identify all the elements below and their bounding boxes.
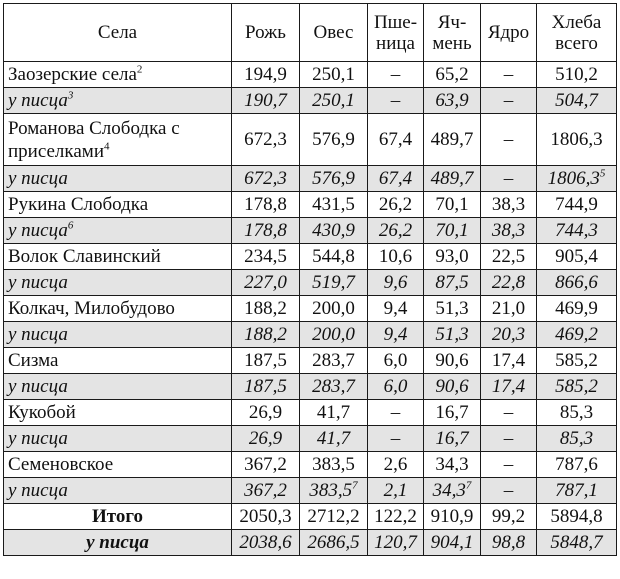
cell-value: 34,3: [435, 454, 469, 475]
cell-oats: [300, 400, 368, 426]
cell-oats: [300, 504, 368, 530]
cell-oats: [300, 296, 368, 322]
cell-barley: [424, 400, 481, 426]
cell-oats: [300, 374, 368, 400]
cell-groats: [481, 426, 537, 452]
cell-rye: [232, 374, 300, 400]
cell-value: 93,0: [435, 246, 469, 267]
cell-total: [537, 504, 617, 530]
cell-value: 367,2: [244, 480, 287, 501]
cell-value: –: [503, 480, 514, 501]
cell-value: 2686,5: [307, 532, 360, 553]
cell-value: 431,5: [312, 194, 355, 215]
village-name-text: Рукина Слободка: [8, 194, 149, 215]
cell-value: 367,2: [244, 454, 287, 475]
cell-value: 283,7: [312, 376, 355, 397]
cell-value: 544,8: [312, 246, 355, 267]
header-village: Села: [4, 4, 232, 62]
cell-value: 70,1: [435, 220, 469, 241]
village-name: [4, 400, 232, 426]
cell-total: [537, 192, 617, 218]
cell-value: 98,8: [491, 532, 526, 553]
cell-oats: [300, 62, 368, 88]
footnote-mark: 4: [103, 140, 110, 153]
cell-barley: [424, 426, 481, 452]
cell-oats: [300, 452, 368, 478]
cell-wheat: [368, 296, 424, 322]
village-name: [4, 270, 232, 296]
footnote-mark: 7: [352, 479, 358, 492]
cell-value: 16,7: [435, 428, 469, 449]
cell-barley: [424, 166, 481, 192]
cell-value: 17,4: [491, 376, 526, 397]
cell-total: [537, 62, 617, 88]
cell-wheat: [368, 348, 424, 374]
cell-barley: [424, 270, 481, 296]
village-name-text: у писца: [86, 532, 149, 553]
footnote-mark: 5: [599, 167, 606, 180]
village-name-text: Колкач, Милобудово: [8, 298, 175, 319]
cell-rye: [232, 114, 300, 166]
table-row-scribe: [4, 88, 617, 114]
cell-value: 99,2: [491, 506, 526, 527]
village-name-text: у писца: [8, 324, 68, 345]
cell-value: 87,5: [435, 272, 469, 293]
cell-value: 383,5: [309, 480, 353, 501]
cell-value: 585,2: [555, 350, 598, 371]
table-row-scribe: [4, 270, 617, 296]
cell-barley: [424, 192, 481, 218]
village-name: [4, 504, 232, 530]
cell-wheat: [368, 374, 424, 400]
cell-value: 585,2: [555, 376, 598, 397]
cell-rye: [232, 166, 300, 192]
cell-value: 67,4: [378, 168, 413, 189]
village-name: [4, 452, 232, 478]
cell-value: 519,7: [312, 272, 355, 293]
cell-value: 200,0: [312, 298, 355, 319]
village-name: [4, 192, 232, 218]
cell-wheat: [368, 426, 424, 452]
cell-value: 22,5: [491, 246, 526, 267]
village-name: [4, 62, 232, 88]
cell-value: 67,4: [378, 129, 413, 150]
table-row: [4, 114, 617, 166]
cell-oats: [300, 114, 368, 166]
cell-value: 234,5: [244, 246, 287, 267]
cell-value: 194,9: [244, 64, 287, 85]
cell-value: 510,2: [555, 64, 598, 85]
cell-groats: [481, 322, 537, 348]
header-row: [4, 4, 617, 62]
cell-value: 26,2: [378, 220, 413, 241]
cell-rye: [232, 88, 300, 114]
cell-value: 63,9: [435, 90, 469, 111]
village-name: [4, 166, 232, 192]
cell-total: [537, 166, 617, 192]
cell-total: [537, 322, 617, 348]
cell-value: 65,2: [435, 64, 469, 85]
cell-wheat: [368, 478, 424, 504]
cell-value: 227,0: [244, 272, 287, 293]
cell-groats: [481, 114, 537, 166]
footnote-mark: 7: [465, 479, 472, 492]
header-total: Хлеба всего: [537, 4, 617, 62]
cell-oats: [300, 218, 368, 244]
cell-total: [537, 114, 617, 166]
cell-value: 85,3: [559, 402, 594, 423]
cell-value: 504,7: [555, 90, 598, 111]
cell-rye: [232, 426, 300, 452]
cell-value: 90,6: [435, 376, 469, 397]
cell-barley: [424, 322, 481, 348]
table-row-scribe: [4, 322, 617, 348]
cell-barley: [424, 62, 481, 88]
cell-wheat: [368, 530, 424, 556]
table-row: [4, 452, 617, 478]
village-name-text: у писца: [8, 220, 68, 241]
cell-value: 120,7: [374, 532, 417, 553]
cell-wheat: [368, 114, 424, 166]
cell-oats: [300, 348, 368, 374]
header-oats: Овес: [300, 4, 368, 62]
cell-wheat: [368, 270, 424, 296]
cell-value: 85,3: [559, 428, 594, 449]
cell-barley: [424, 218, 481, 244]
cell-value: 51,3: [435, 298, 469, 319]
cell-oats: [300, 322, 368, 348]
village-name: [4, 374, 232, 400]
cell-value: 744,9: [555, 194, 598, 215]
cell-value: 38,3: [491, 194, 526, 215]
cell-value: 576,9: [312, 168, 355, 189]
cell-rye: [232, 400, 300, 426]
cell-value: 2712,2: [307, 506, 360, 527]
village-name: [4, 114, 232, 166]
cell-value: –: [390, 64, 401, 85]
village-name-text: у писца: [8, 272, 68, 293]
cell-value: 2050,3: [239, 506, 292, 527]
cell-groats: [481, 244, 537, 270]
cell-value: 187,5: [244, 376, 287, 397]
cell-wheat: [368, 400, 424, 426]
table-row: [4, 62, 617, 88]
cell-oats: [300, 244, 368, 270]
cell-wheat: [368, 504, 424, 530]
cell-value: –: [503, 402, 514, 423]
cell-groats: [481, 88, 537, 114]
cell-total: [537, 348, 617, 374]
village-name-text: у писца: [8, 90, 68, 111]
cell-groats: [481, 452, 537, 478]
cell-rye: [232, 296, 300, 322]
cell-value: –: [503, 129, 514, 150]
cell-value: 187,5: [244, 350, 287, 371]
village-name: [4, 322, 232, 348]
cell-rye: [232, 478, 300, 504]
cell-oats: [300, 478, 368, 504]
cell-value: 9,4: [383, 324, 408, 345]
cell-value: 90,6: [435, 350, 469, 371]
cell-value: 576,9: [312, 129, 355, 150]
grain-table: [3, 3, 617, 556]
village-name: [4, 478, 232, 504]
cell-value: 178,8: [244, 220, 287, 241]
cell-value: 9,6: [383, 272, 408, 293]
cell-oats: [300, 192, 368, 218]
table-row-scribe: [4, 478, 617, 504]
cell-groats: [481, 192, 537, 218]
cell-value: 34,3: [432, 480, 466, 501]
cell-value: 469,2: [555, 324, 598, 345]
cell-value: 122,2: [374, 506, 417, 527]
cell-wheat: [368, 88, 424, 114]
cell-barley: [424, 114, 481, 166]
cell-rye: [232, 348, 300, 374]
cell-value: 26,9: [248, 428, 283, 449]
cell-groats: [481, 400, 537, 426]
cell-wheat: [368, 244, 424, 270]
cell-value: –: [390, 428, 401, 449]
village-name-text: у писца: [8, 376, 68, 397]
cell-wheat: [368, 322, 424, 348]
cell-value: 744,3: [555, 220, 598, 241]
cell-total: [537, 400, 617, 426]
village-name: [4, 426, 232, 452]
village-name: [4, 88, 232, 114]
cell-value: 22,8: [491, 272, 526, 293]
cell-value: 9,4: [383, 298, 408, 319]
table-row: [4, 504, 617, 530]
cell-value: 787,6: [555, 454, 598, 475]
cell-value: 26,9: [248, 402, 283, 423]
cell-value: –: [503, 454, 514, 475]
table-body: [4, 62, 617, 556]
cell-value: 70,1: [435, 194, 469, 215]
cell-groats: [481, 374, 537, 400]
village-name-text: Заозерские села: [8, 64, 137, 85]
footnote-mark: 6: [67, 219, 74, 232]
cell-groats: [481, 166, 537, 192]
cell-value: 2,1: [383, 480, 408, 501]
cell-rye: [232, 452, 300, 478]
cell-barley: [424, 504, 481, 530]
cell-value: 866,6: [555, 272, 598, 293]
village-name-text: Романова Слободка с приселками: [8, 117, 180, 162]
cell-groats: [481, 62, 537, 88]
cell-value: 904,1: [430, 532, 474, 553]
table-row-scribe: [4, 530, 617, 556]
cell-barley: [424, 296, 481, 322]
village-name: [4, 296, 232, 322]
cell-rye: [232, 244, 300, 270]
village-name: [4, 244, 232, 270]
cell-groats: [481, 218, 537, 244]
cell-value: 250,1: [312, 90, 355, 111]
footnote-mark: 3: [67, 89, 74, 102]
footnote-mark: 2: [136, 63, 143, 76]
cell-value: 383,5: [312, 454, 355, 475]
cell-value: 2038,6: [239, 532, 292, 553]
cell-total: [537, 452, 617, 478]
cell-value: –: [390, 402, 401, 423]
cell-groats: [481, 530, 537, 556]
cell-value: 17,4: [491, 350, 526, 371]
cell-barley: [424, 478, 481, 504]
village-name-text: у писца: [8, 428, 68, 449]
cell-rye: [232, 270, 300, 296]
cell-total: [537, 530, 617, 556]
table-row: [4, 192, 617, 218]
cell-rye: [232, 192, 300, 218]
header-barley: Яч- мень: [424, 4, 481, 62]
village-name: [4, 530, 232, 556]
cell-value: 41,7: [316, 428, 351, 449]
cell-value: 250,1: [312, 64, 355, 85]
table-row-scribe: [4, 426, 617, 452]
cell-total: [537, 426, 617, 452]
cell-total: [537, 296, 617, 322]
cell-value: 2,6: [383, 454, 408, 475]
cell-value: 16,7: [435, 402, 469, 423]
cell-value: 6,0: [383, 350, 408, 371]
header-groats: Ядро: [481, 4, 537, 62]
cell-value: 51,3: [435, 324, 469, 345]
cell-value: 469,9: [555, 298, 598, 319]
table-row-scribe: [4, 218, 617, 244]
cell-wheat: [368, 62, 424, 88]
cell-groats: [481, 504, 537, 530]
table-row: [4, 244, 617, 270]
cell-value: 910,9: [430, 506, 474, 527]
table-row: [4, 400, 617, 426]
cell-groats: [481, 478, 537, 504]
cell-value: 1806,3: [547, 168, 600, 189]
cell-oats: [300, 530, 368, 556]
cell-rye: [232, 530, 300, 556]
cell-oats: [300, 166, 368, 192]
cell-value: 5894,8: [550, 506, 603, 527]
cell-value: 188,2: [244, 324, 287, 345]
cell-value: 10,6: [378, 246, 413, 267]
cell-total: [537, 374, 617, 400]
cell-total: [537, 88, 617, 114]
table-row-scribe: [4, 374, 617, 400]
cell-value: 1806,3: [550, 129, 603, 150]
cell-rye: [232, 504, 300, 530]
cell-total: [537, 270, 617, 296]
village-name: [4, 218, 232, 244]
cell-rye: [232, 218, 300, 244]
cell-value: 430,9: [312, 220, 355, 241]
cell-value: –: [503, 168, 514, 189]
cell-value: –: [503, 64, 514, 85]
cell-groats: [481, 348, 537, 374]
cell-value: 188,2: [244, 298, 287, 319]
cell-wheat: [368, 192, 424, 218]
cell-value: 41,7: [316, 402, 351, 423]
cell-barley: [424, 530, 481, 556]
cell-rye: [232, 322, 300, 348]
cell-total: [537, 218, 617, 244]
cell-value: 905,4: [555, 246, 598, 267]
cell-wheat: [368, 166, 424, 192]
cell-value: 26,2: [378, 194, 413, 215]
village-name-text: Семеновское: [8, 454, 114, 475]
cell-total: [537, 244, 617, 270]
cell-value: 190,7: [244, 90, 287, 111]
village-name-text: у писца: [8, 480, 68, 501]
cell-groats: [481, 296, 537, 322]
village-name-text: Кукобой: [8, 402, 76, 423]
cell-value: 5848,7: [550, 532, 603, 553]
village-name-text: Волок Славинский: [8, 246, 161, 267]
village-name-text: Сизма: [8, 350, 59, 371]
cell-value: 21,0: [491, 298, 526, 319]
village-name-text: Итого: [91, 506, 144, 527]
cell-oats: [300, 426, 368, 452]
cell-value: –: [503, 90, 514, 111]
cell-total: [537, 478, 617, 504]
cell-barley: [424, 348, 481, 374]
cell-value: 178,8: [244, 194, 287, 215]
cell-wheat: [368, 218, 424, 244]
cell-rye: [232, 62, 300, 88]
village-name: [4, 348, 232, 374]
cell-barley: [424, 244, 481, 270]
cell-value: 283,7: [312, 350, 355, 371]
cell-value: 672,3: [244, 168, 287, 189]
cell-value: 20,3: [491, 324, 526, 345]
table-row: [4, 296, 617, 322]
cell-barley: [424, 374, 481, 400]
cell-value: –: [390, 90, 401, 111]
cell-barley: [424, 452, 481, 478]
cell-value: 200,0: [312, 324, 355, 345]
table-row: [4, 348, 617, 374]
cell-value: 6,0: [383, 376, 408, 397]
cell-oats: [300, 270, 368, 296]
table-row-scribe: [4, 166, 617, 192]
cell-groats: [481, 270, 537, 296]
cell-barley: [424, 88, 481, 114]
cell-value: 672,3: [244, 129, 287, 150]
header-rye: Рожь: [232, 4, 300, 62]
cell-value: 38,3: [491, 220, 526, 241]
cell-value: 489,7: [430, 129, 474, 150]
cell-oats: [300, 88, 368, 114]
cell-wheat: [368, 452, 424, 478]
cell-value: 787,1: [555, 480, 598, 501]
header-wheat: Пше- ница: [368, 4, 424, 62]
cell-value: 489,7: [430, 168, 474, 189]
cell-value: –: [503, 428, 514, 449]
village-name-text: у писца: [8, 168, 68, 189]
